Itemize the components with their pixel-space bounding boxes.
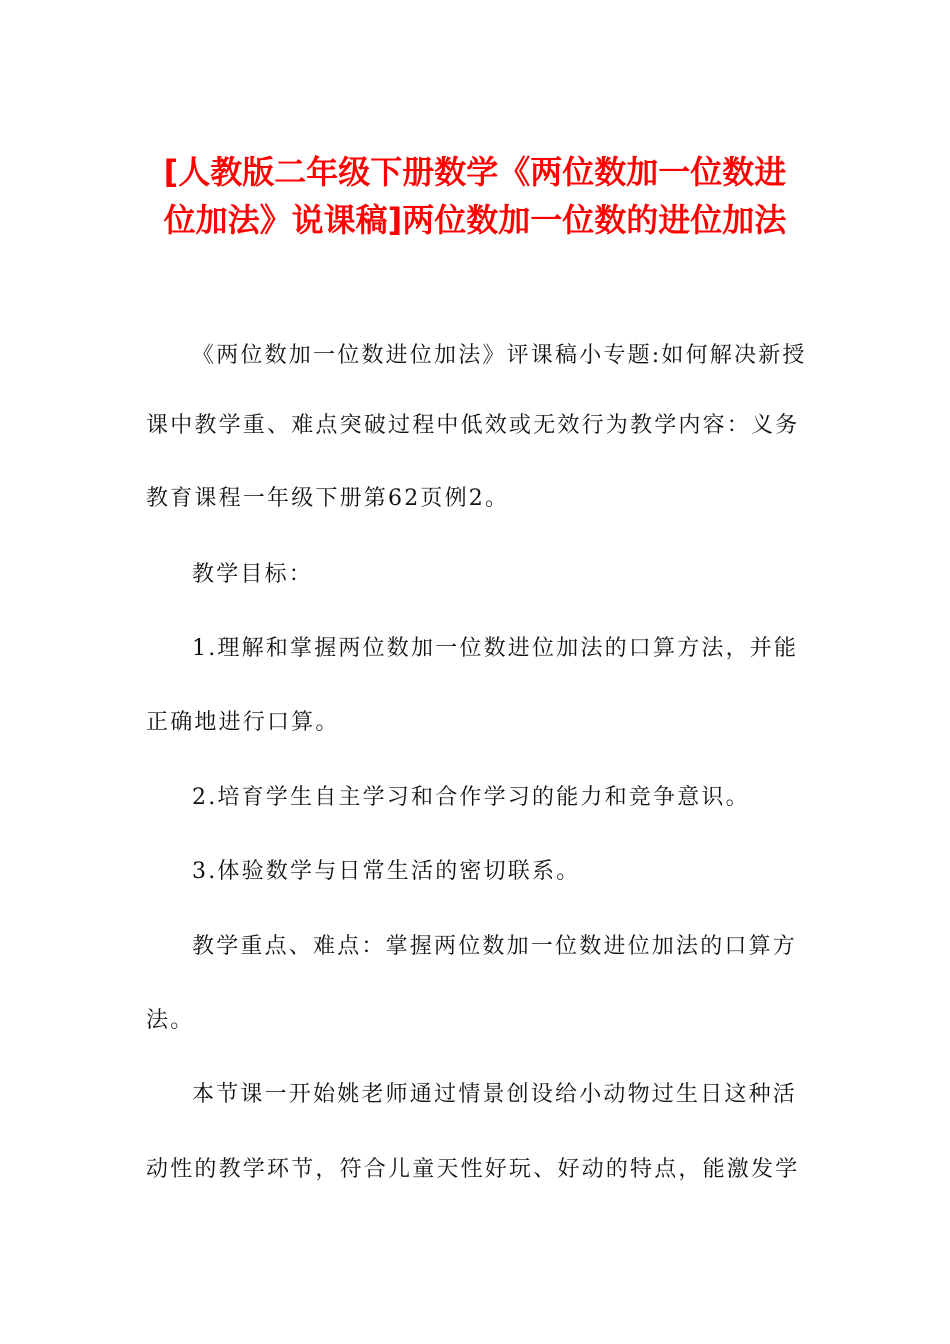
paragraph-line: 教学目标： xyxy=(192,562,314,587)
paragraph-line: 教育课程一年级下册第62页例2。 xyxy=(146,486,510,511)
paragraph-line: 2.培育学生自主学习和合作学习的能力和竞争意识。 xyxy=(192,785,750,810)
title-line-2: 位加法》说课稿]两位数加一位数的进位加法 xyxy=(163,201,787,239)
paragraph-line: 3.体验数学与日常生活的密切联系。 xyxy=(192,859,581,884)
paragraph-line: 《两位数加一位数进位加法》评课稿小专题:如何解决新授 xyxy=(192,343,807,368)
paragraph-line: 课中教学重、难点突破过程中低效或无效行为教学内容：义务 xyxy=(146,413,800,438)
title-line-1: [人教版二年级下册数学《两位数加一位数进 xyxy=(163,153,787,191)
paragraph-line: 教学重点、难点：掌握两位数加一位数进位加法的口算方 xyxy=(192,934,798,959)
paragraph-line: 法。 xyxy=(146,1008,195,1033)
paragraph-line: 1.理解和掌握两位数加一位数进位加法的口算方法，并能 xyxy=(192,636,799,661)
paragraph-line: 正确地进行口算。 xyxy=(146,710,340,735)
document-title xyxy=(120,148,830,244)
paragraph-line: 动性的教学环节，符合儿童天性好玩、好动的特点，能激发学 xyxy=(146,1157,800,1182)
paragraph-line: 本节课一开始姚老师通过情景创设给小动物过生日这种活 xyxy=(192,1082,798,1107)
